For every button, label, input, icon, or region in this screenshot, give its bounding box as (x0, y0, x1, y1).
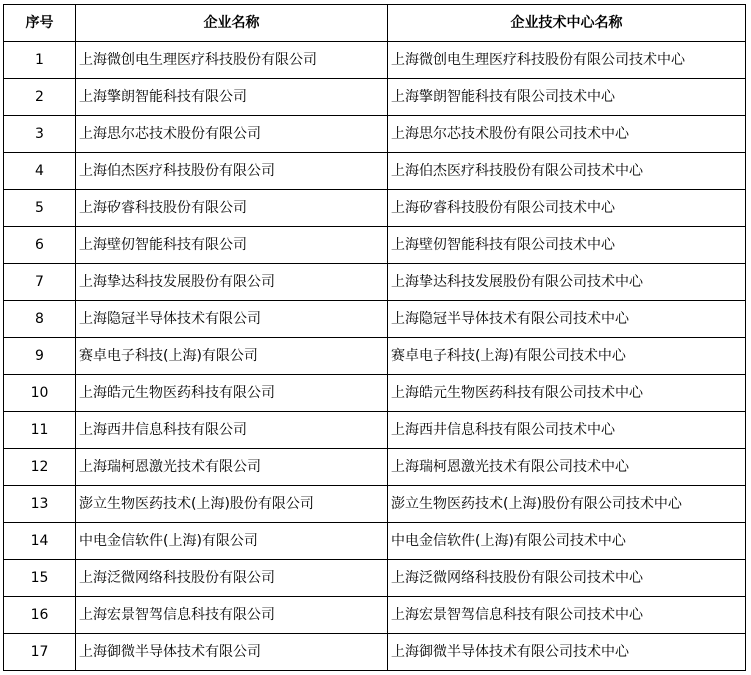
row-seq-cell: 12 (4, 449, 76, 486)
row-tech-center-cell: 上海壁仞智能科技有限公司技术中心 (388, 227, 746, 264)
table-body (4, 42, 746, 671)
row-tech-center-cell: 澎立生物医药技术(上海)股份有限公司技术中心 (388, 486, 746, 523)
row-seq-cell: 13 (4, 486, 76, 523)
row-tech-center-cell: 上海擎朗智能科技有限公司技术中心 (388, 79, 746, 116)
table-row (4, 523, 746, 560)
header-company-name: 企业名称 (76, 5, 388, 42)
header-seq: 序号 (4, 5, 76, 42)
row-company-name-cell: 赛卓电子科技(上海)有限公司 (76, 338, 388, 375)
row-company-name-cell: 上海泛微网络科技股份有限公司 (76, 560, 388, 597)
row-company-name-cell: 上海壁仞智能科技有限公司 (76, 227, 388, 264)
table-row (4, 597, 746, 634)
row-company-name-cell: 上海思尔芯技术股份有限公司 (76, 116, 388, 153)
table-row (4, 79, 746, 116)
table-row (4, 375, 746, 412)
row-company-name-cell: 上海瑞柯恩激光技术有限公司 (76, 449, 388, 486)
row-tech-center-cell: 上海泛微网络科技股份有限公司技术中心 (388, 560, 746, 597)
row-tech-center-cell: 上海御微半导体技术有限公司技术中心 (388, 634, 746, 671)
row-company-name-cell: 上海皓元生物医药科技有限公司 (76, 375, 388, 412)
row-seq-cell: 15 (4, 560, 76, 597)
row-seq-cell: 14 (4, 523, 76, 560)
table-row (4, 449, 746, 486)
row-seq-cell: 2 (4, 79, 76, 116)
row-seq-cell: 10 (4, 375, 76, 412)
table-row (4, 264, 746, 301)
row-tech-center-cell: 上海伯杰医疗科技股份有限公司技术中心 (388, 153, 746, 190)
row-company-name-cell: 上海隐冠半导体技术有限公司 (76, 301, 388, 338)
row-company-name-cell: 上海宏景智驾信息科技有限公司 (76, 597, 388, 634)
row-seq-cell: 5 (4, 190, 76, 227)
row-seq-cell: 7 (4, 264, 76, 301)
row-company-name-cell: 上海御微半导体技术有限公司 (76, 634, 388, 671)
row-tech-center-cell: 上海皓元生物医药科技有限公司技术中心 (388, 375, 746, 412)
table-row (4, 227, 746, 264)
row-seq-cell: 4 (4, 153, 76, 190)
row-tech-center-cell: 赛卓电子科技(上海)有限公司技术中心 (388, 338, 746, 375)
row-company-name-cell: 澎立生物医药技术(上海)股份有限公司 (76, 486, 388, 523)
row-company-name-cell: 上海矽睿科技股份有限公司 (76, 190, 388, 227)
row-seq-cell: 9 (4, 338, 76, 375)
row-seq-cell: 1 (4, 42, 76, 79)
row-tech-center-cell: 上海挚达科技发展股份有限公司技术中心 (388, 264, 746, 301)
row-company-name-cell: 上海西井信息科技有限公司 (76, 412, 388, 449)
row-seq-cell: 16 (4, 597, 76, 634)
enterprise-tech-center-table (3, 4, 746, 671)
row-tech-center-cell: 上海西井信息科技有限公司技术中心 (388, 412, 746, 449)
table-row (4, 560, 746, 597)
table-row (4, 42, 746, 79)
row-tech-center-cell: 上海瑞柯恩激光技术有限公司技术中心 (388, 449, 746, 486)
row-company-name-cell: 上海伯杰医疗科技股份有限公司 (76, 153, 388, 190)
table-row (4, 153, 746, 190)
table-row (4, 301, 746, 338)
table-row (4, 486, 746, 523)
row-tech-center-cell: 上海微创电生理医疗科技股份有限公司技术中心 (388, 42, 746, 79)
table-row (4, 338, 746, 375)
row-company-name-cell: 上海微创电生理医疗科技股份有限公司 (76, 42, 388, 79)
row-tech-center-cell: 上海宏景智驾信息科技有限公司技术中心 (388, 597, 746, 634)
table-row (4, 190, 746, 227)
row-tech-center-cell: 中电金信软件(上海)有限公司技术中心 (388, 523, 746, 560)
row-seq-cell: 11 (4, 412, 76, 449)
row-company-name-cell: 上海擎朗智能科技有限公司 (76, 79, 388, 116)
table-row (4, 116, 746, 153)
table-row (4, 412, 746, 449)
row-tech-center-cell: 上海矽睿科技股份有限公司技术中心 (388, 190, 746, 227)
row-seq-cell: 6 (4, 227, 76, 264)
row-seq-cell: 8 (4, 301, 76, 338)
row-company-name-cell: 上海挚达科技发展股份有限公司 (76, 264, 388, 301)
table-row (4, 634, 746, 671)
header-row (4, 5, 746, 42)
row-seq-cell: 17 (4, 634, 76, 671)
row-tech-center-cell: 上海思尔芯技术股份有限公司技术中心 (388, 116, 746, 153)
row-tech-center-cell: 上海隐冠半导体技术有限公司技术中心 (388, 301, 746, 338)
header-tech-center-name: 企业技术中心名称 (388, 5, 746, 42)
row-seq-cell: 3 (4, 116, 76, 153)
row-company-name-cell: 中电金信软件(上海)有限公司 (76, 523, 388, 560)
